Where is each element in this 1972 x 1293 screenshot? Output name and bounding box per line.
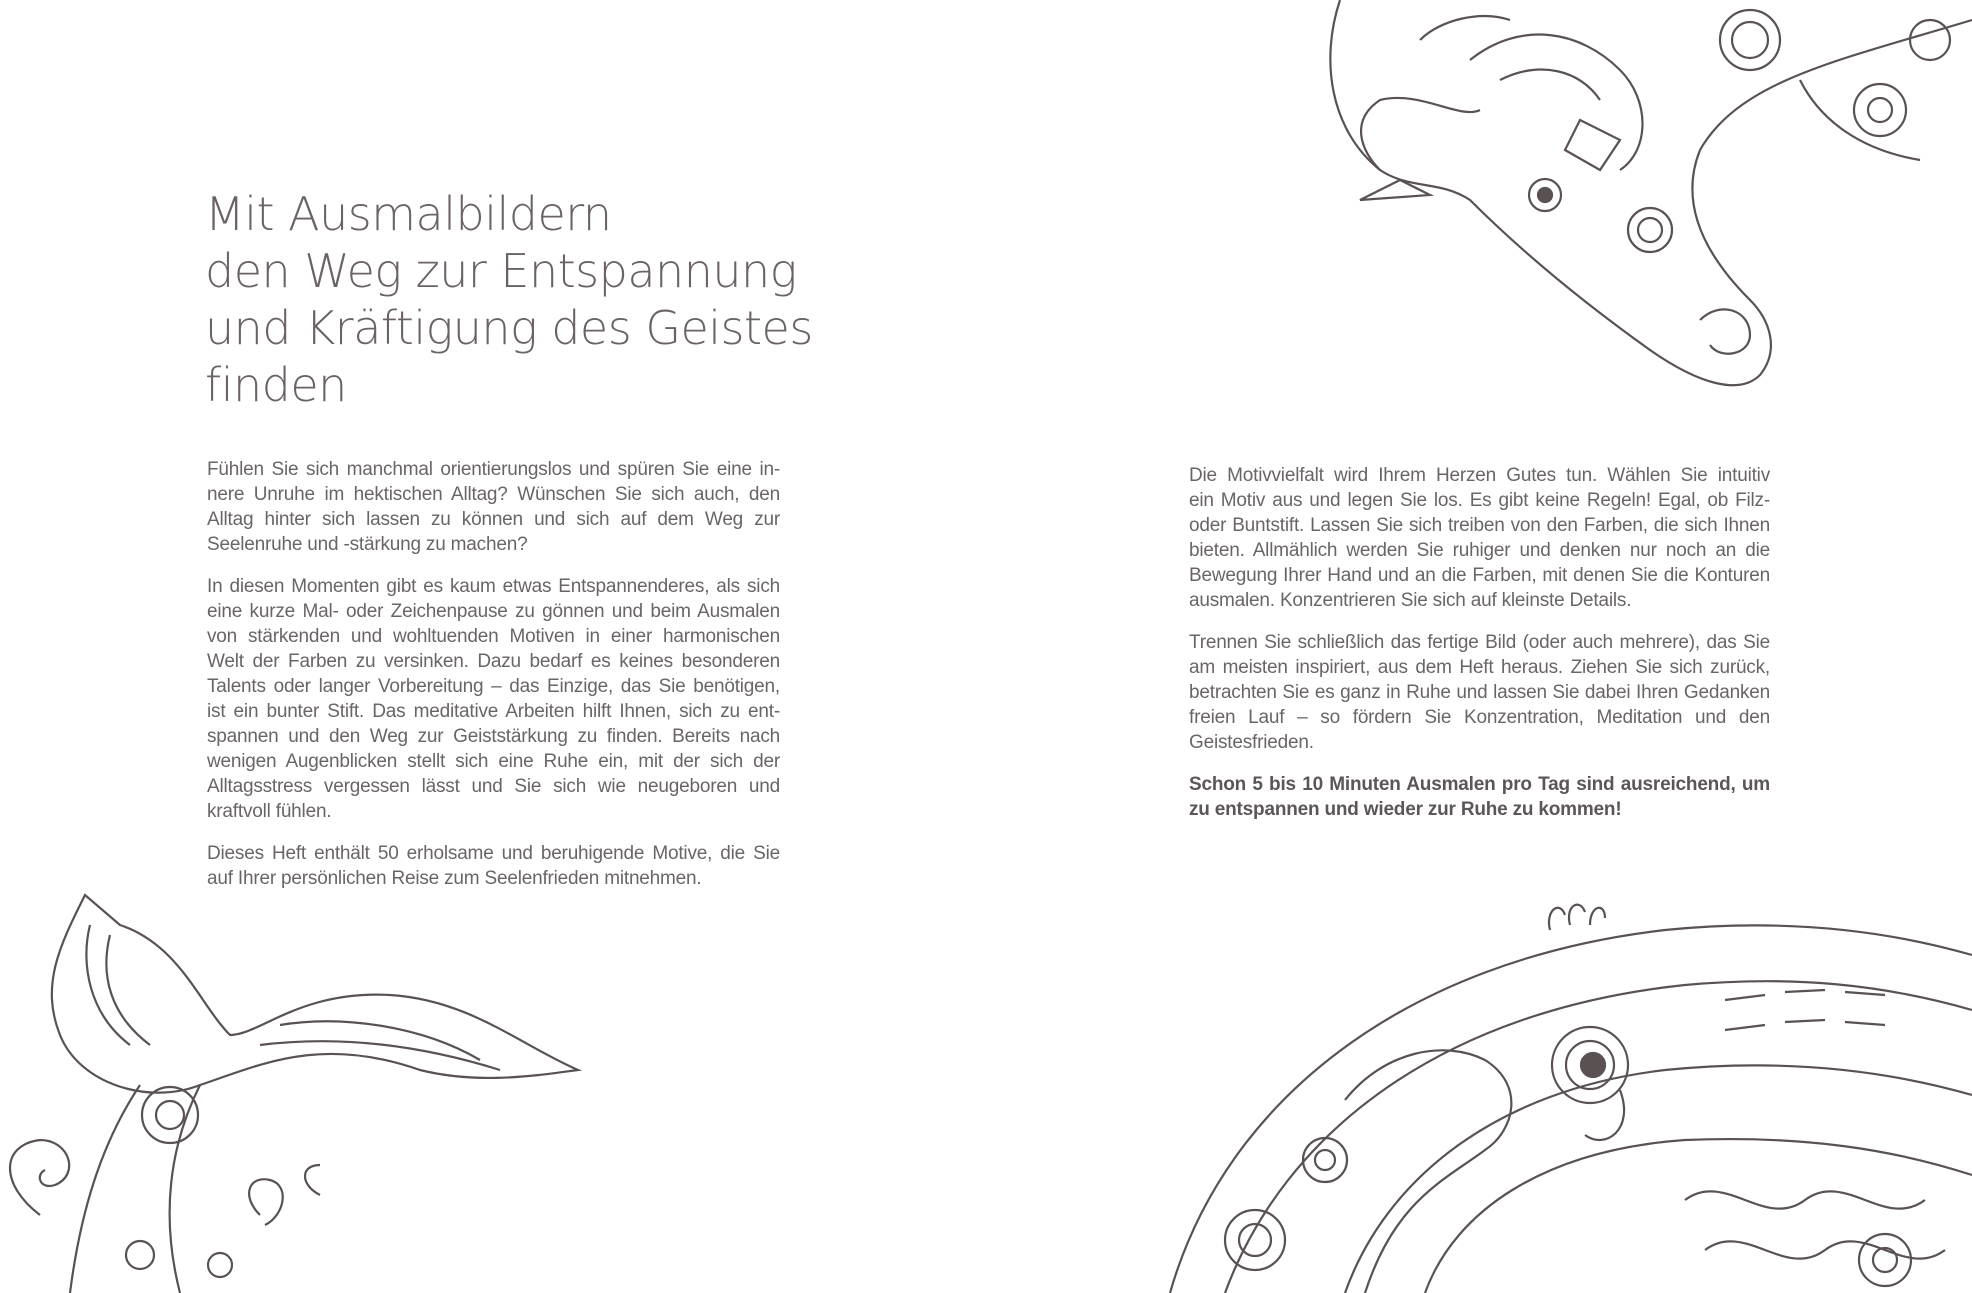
whale-tail-illustration bbox=[0, 885, 590, 1293]
text-line: betrachten Sie es ganz in Ruhe und lassen Sie dabei Ihren Gedanken bbox=[1189, 682, 1770, 703]
page-title bbox=[205, 186, 813, 414]
text-line: von stärkenden und wohltuenden Motiven in einer harmonischen bbox=[207, 626, 780, 647]
text-line: Die Motivvielfalt wird Ihrem Herzen Gutes tun. Wählen Sie intuitiv bbox=[1189, 465, 1770, 486]
text-line: ausmalen. Konzentrieren Sie sich auf kleinste Details. bbox=[1189, 590, 1632, 611]
text-line: eine kurze Mal- oder Zeichenpause zu gönnen und beim Ausmalen bbox=[207, 601, 780, 622]
paragraph bbox=[1189, 630, 1770, 755]
text-line: freien Lauf – so fördern Sie Konzentration, Meditation und den bbox=[1189, 707, 1770, 728]
text-line: Alltag hinter sich lassen zu können und sich auf dem Weg zur bbox=[207, 509, 780, 530]
paragraph bbox=[207, 574, 780, 824]
title-line: finden bbox=[205, 358, 347, 412]
text-line: Alltagsstress vergessen lässt und Sie sich wie neugeboren und bbox=[207, 776, 780, 797]
text-line: am meisten inspiriert, aus dem Heft heraus. Ziehen Sie sich zurück, bbox=[1189, 657, 1770, 678]
text-line: bieten. Allmählich werden Sie ruhiger und denken nur noch an die bbox=[1189, 540, 1770, 561]
text-line: zu entspannen und wieder zur Ruhe zu kommen! bbox=[1189, 799, 1622, 820]
text-line: nere Unruhe im hektischen Alltag? Wünschen Sie sich auch, den bbox=[207, 484, 780, 505]
left-text-column bbox=[207, 457, 780, 908]
text-line: Welt der Farben zu versinken. Dazu bedarf es keines besonderen bbox=[207, 651, 780, 672]
text-line: Bewegung Ihrer Hand und an die Farben, mit denen Sie die Konturen bbox=[1189, 565, 1770, 586]
text-line: auf Ihrer persönlichen Reise zum Seelenfrieden mitnehmen. bbox=[207, 868, 702, 889]
title-line: den Weg zur Entspannung bbox=[205, 244, 797, 298]
text-line: Geistesfrieden. bbox=[1189, 732, 1314, 753]
text-line: ein Motiv aus und legen Sie los. Es gibt keine Regeln! Egal, ob Filz- bbox=[1189, 490, 1770, 511]
text-line: In diesen Momenten gibt es kaum etwas Entspannenderes, als sich bbox=[207, 576, 780, 597]
horse-head-illustration bbox=[1320, 0, 1972, 390]
right-text-column bbox=[1189, 463, 1770, 839]
text-line: Trennen Sie schließlich das fertige Bild (oder auch mehrere), das Sie bbox=[1189, 632, 1770, 653]
paragraph bbox=[1189, 463, 1770, 613]
text-line: ist ein bunter Stift. Das meditative Arbeiten hilft Ihnen, sich zu ent- bbox=[207, 701, 780, 722]
text-line: kraftvoll fühlen. bbox=[207, 801, 332, 822]
text-line: Talents oder langer Vorbereitung – das Einzige, das Sie benötigen, bbox=[207, 676, 780, 697]
text-line: Schon 5 bis 10 Minuten Ausmalen pro Tag sind ausreichend, um bbox=[1189, 774, 1770, 795]
text-line: Fühlen Sie sich manchmal orientierungslos und spüren Sie eine in- bbox=[207, 459, 780, 480]
highlight-paragraph bbox=[1189, 772, 1770, 822]
title-line: und Kräftigung des Geistes bbox=[205, 301, 813, 355]
paragraph bbox=[207, 457, 780, 557]
text-line: Dieses Heft enthält 50 erholsame und beruhigende Motive, die Sie bbox=[207, 843, 780, 864]
text-line: Seelenruhe und -stärkung zu machen? bbox=[207, 534, 528, 555]
title-line: Mit Ausmalbildern bbox=[205, 187, 612, 241]
text-line: wenigen Augenblicken stellt sich eine Ruhe ein, mit der sich der bbox=[207, 751, 780, 772]
peacock-mandala-illustration bbox=[1165, 900, 1972, 1293]
text-line: spannen und den Weg zur Geiststärkung zu finden. Bereits nach bbox=[207, 726, 780, 747]
paragraph bbox=[207, 841, 780, 891]
text-line: oder Buntstift. Lassen Sie sich treiben von den Farben, die sich Ihnen bbox=[1189, 515, 1770, 536]
